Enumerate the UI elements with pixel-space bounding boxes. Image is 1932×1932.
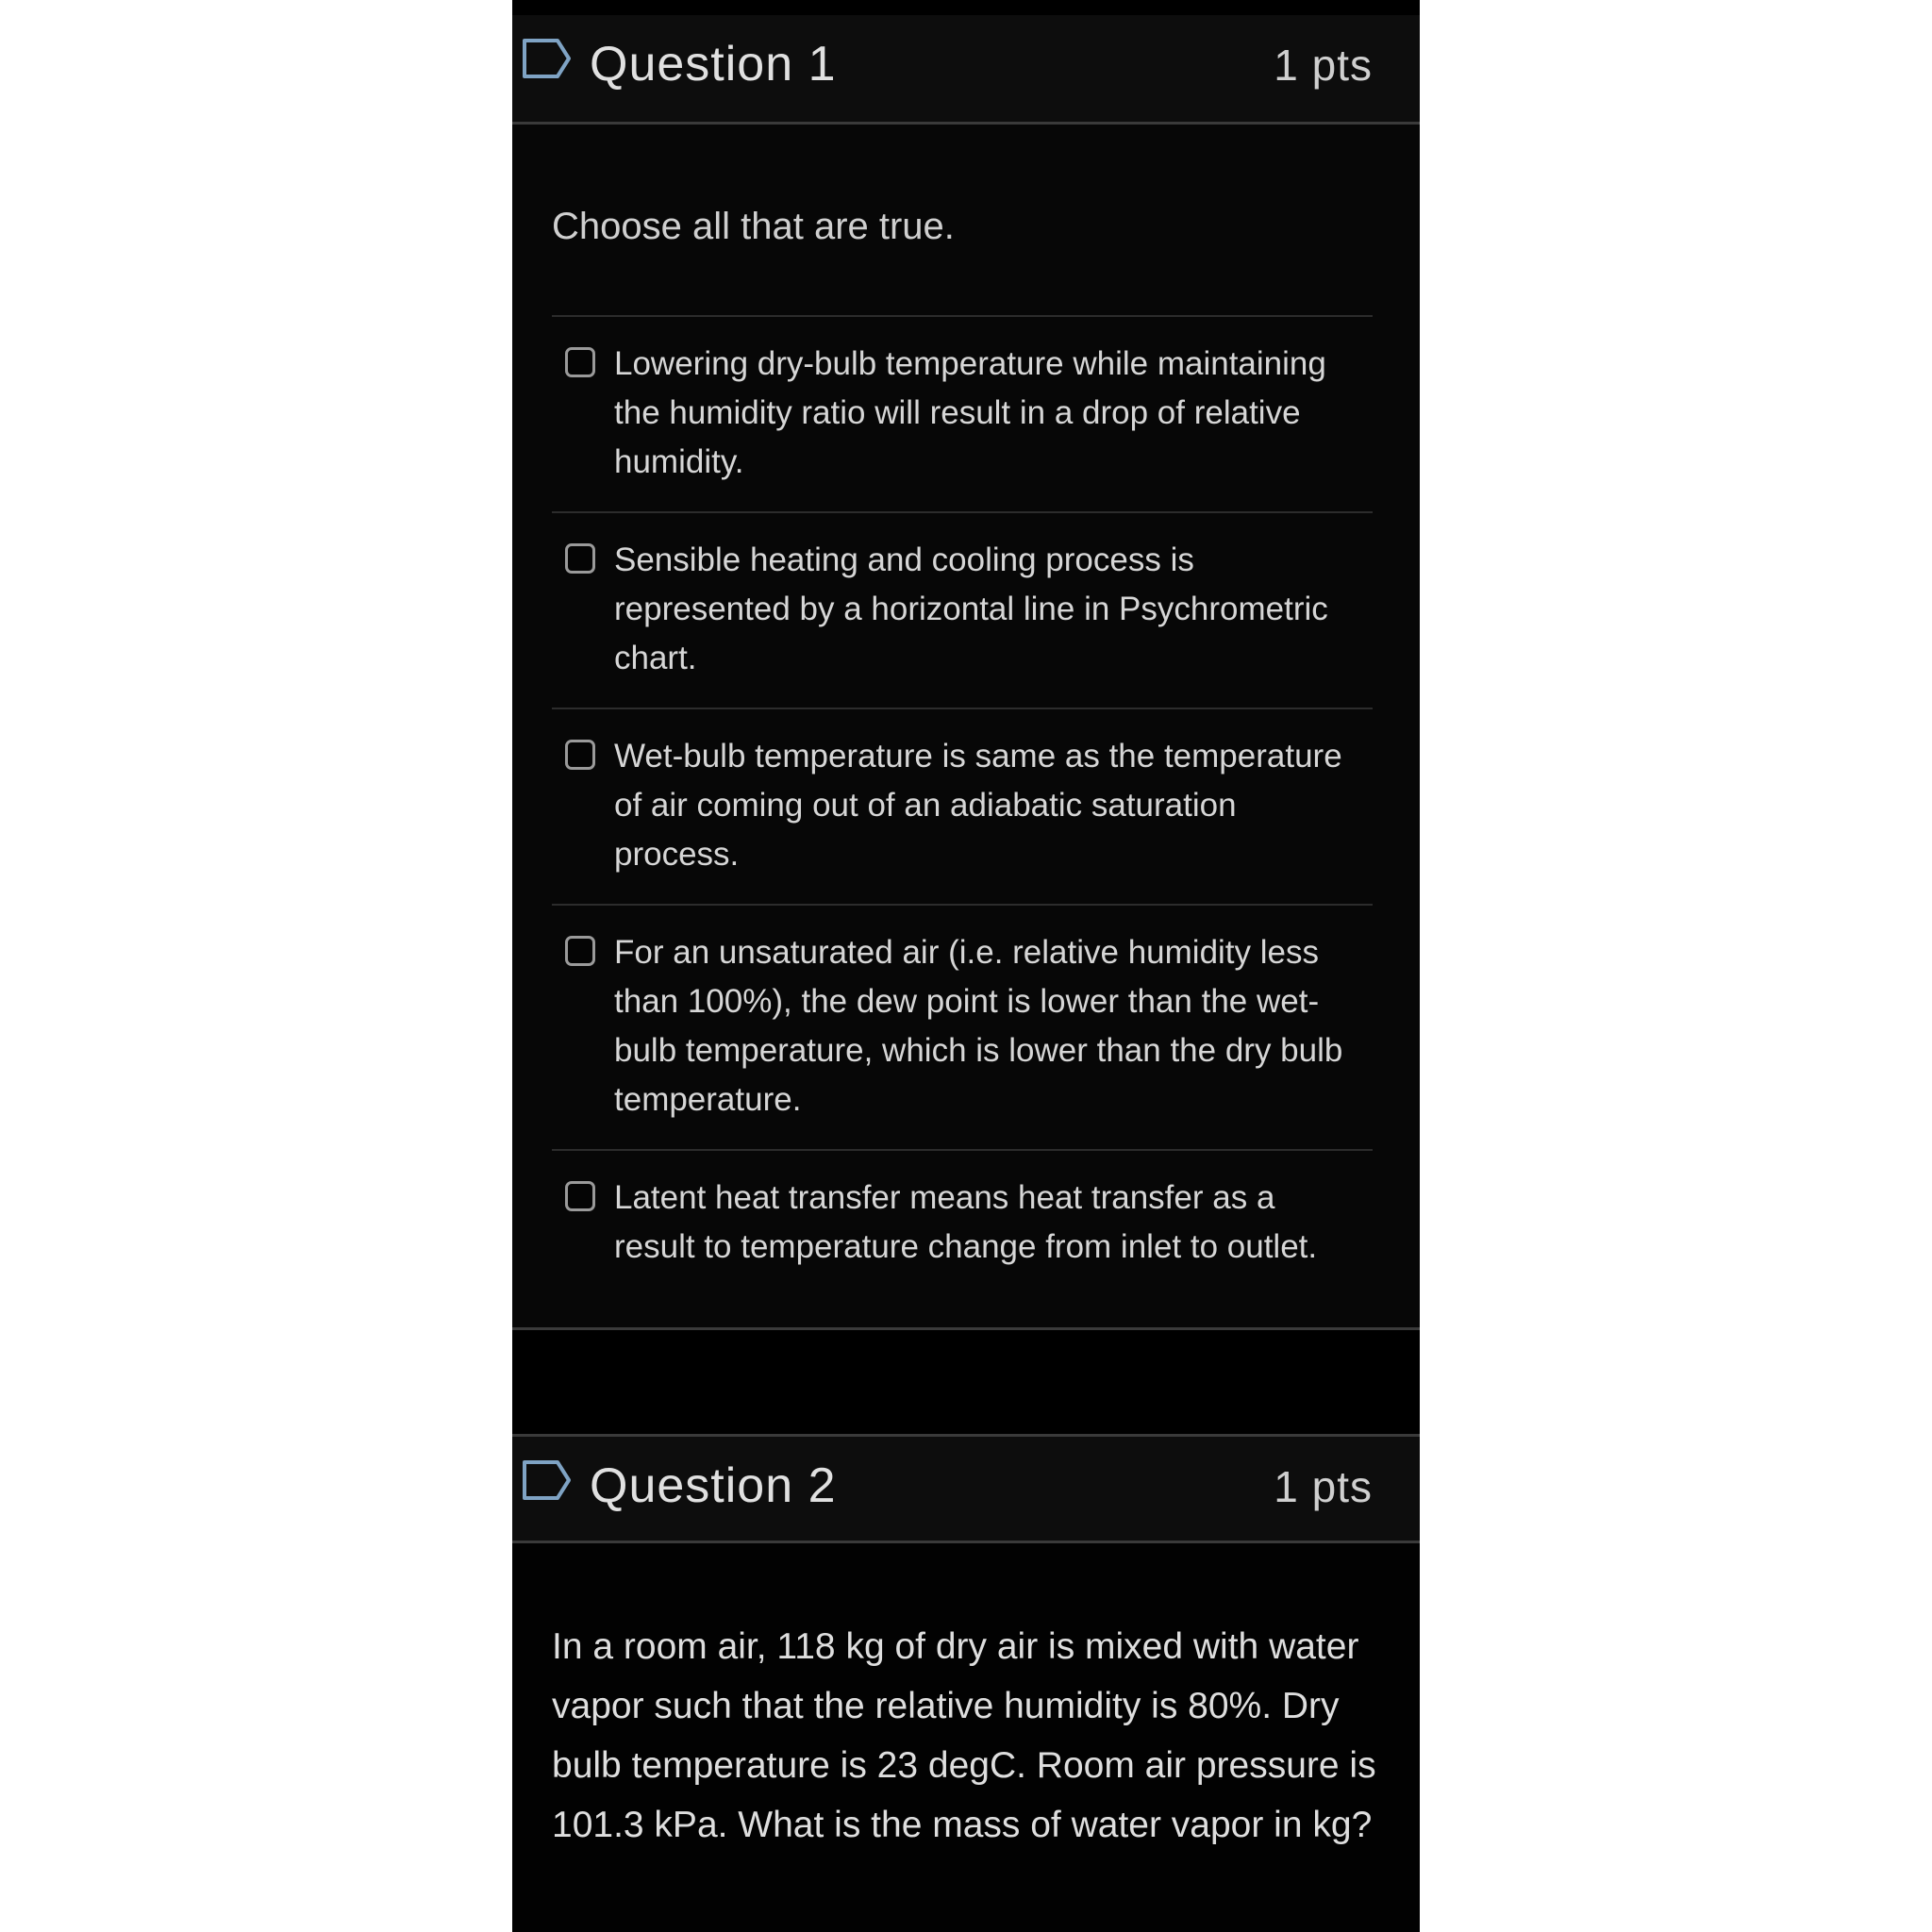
question-1-title: Question 1 (590, 37, 837, 92)
flag-question-icon[interactable] (522, 38, 573, 79)
checkbox-unchecked-icon[interactable] (565, 347, 595, 377)
checkbox-unchecked-icon[interactable] (565, 543, 595, 574)
answer-list (552, 315, 1373, 1296)
question-1-points: 1 pts (1274, 41, 1373, 90)
checkbox-unchecked-icon[interactable] (565, 936, 595, 966)
answer-option-text: Sensible heating and cooling process is represented by a horizontal line in Psychrometric chart. (614, 541, 1328, 676)
question-1-prompt: Choose all that are true. (552, 206, 955, 247)
question-2-prompt: In a room air, 118 kg of dry air is mixed with water vapor such that the relative humidity is 80%. Dry bulb temperature is 23 degC. Room air pressure is 101.3 kPa. What is the mass of water vapor in kg? (552, 1626, 1376, 1845)
answer-option-text: For an unsaturated air (i.e. relative humidity less than 100%), the dew point is lower than the wet-bulb temperature, which is lower than the dry bulb temperature. (614, 934, 1343, 1118)
answer-option-text: Wet-bulb temperature is same as the temperature of air coming out of an adiabatic saturation process. (614, 738, 1342, 873)
question-1-header (512, 15, 1420, 125)
answer-option-text: Latent heat transfer means heat transfer as a result to temperature change from inlet to outlet. (614, 1179, 1318, 1265)
checkbox-unchecked-icon[interactable] (565, 740, 595, 770)
question-2-points: 1 pts (1274, 1462, 1373, 1511)
answer-option-5[interactable] (552, 1151, 1373, 1296)
answer-option-4[interactable] (552, 906, 1373, 1151)
question-2-title: Question 2 (590, 1458, 837, 1513)
question-2-body (512, 1543, 1420, 1932)
top-bar (512, 0, 1420, 15)
answer-option-2[interactable] (552, 513, 1373, 709)
checkbox-unchecked-icon[interactable] (565, 1181, 595, 1211)
question-spacer (512, 1330, 1420, 1434)
answer-option-text: Lowering dry-bulb temperature while maintaining the humidity ratio will result in a drop of relative humidity. (614, 345, 1326, 480)
question-1-body (512, 125, 1420, 1330)
flag-question-icon[interactable] (522, 1459, 573, 1501)
answer-option-3[interactable] (552, 709, 1373, 906)
quiz-column (512, 0, 1420, 1932)
question-2-header (512, 1434, 1420, 1543)
answer-option-1[interactable] (552, 317, 1373, 513)
